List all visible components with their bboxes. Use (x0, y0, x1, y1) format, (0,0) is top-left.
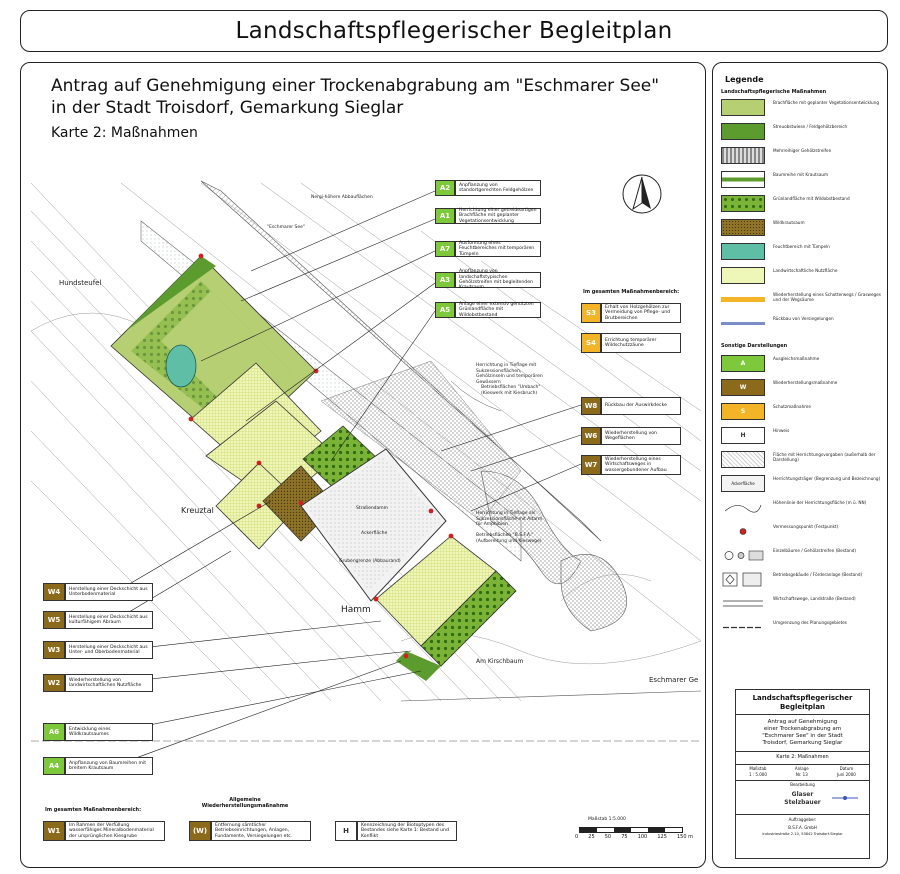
legend-item (721, 355, 886, 372)
measure-text: Entwicklung eines Wildkrautsaumes (65, 723, 153, 741)
measure-code: A5 (435, 302, 455, 318)
measure-code: A6 (43, 723, 65, 741)
map-frame (20, 62, 706, 868)
measure-code: W4 (43, 583, 65, 601)
scale-tick: 150 m (676, 834, 693, 840)
tb-bearbeiter: Bearbeitung (790, 782, 815, 787)
label-ackerflaeche: Ackerfläche (361, 531, 388, 536)
feldgehoelz-swatch (721, 123, 765, 140)
legend-item (721, 99, 886, 116)
legend-item-text: Umgrenzung des Planungsgebietes (773, 620, 847, 625)
legend-panel (712, 62, 888, 868)
tb-desc1: Antrag auf Genehmigung (767, 719, 838, 725)
legend-item-text: Landwirtschaftliche Nutzfläche (773, 268, 838, 273)
measure-text: Wiederherstellung von Wegeflächen (601, 427, 681, 445)
hoehenlinie-swatch (721, 499, 765, 516)
baumreihe-swatch (721, 171, 765, 188)
scale-ticks (575, 834, 693, 840)
scale-tick: 25 (588, 834, 595, 840)
legend-item (721, 219, 886, 236)
map-title-line2: in der Stadt Troisdorf, Gemarkung Sieglar (51, 98, 404, 118)
legend-section2: Sonstige Darstellungen (721, 343, 788, 349)
measure-text: Herstellung einer Deckschicht aus Unterbodenmaterial (65, 583, 153, 601)
map-title-line1: Antrag auf Genehmigung einer Trockenabgrabung am "Eschmarer See" (51, 76, 660, 96)
place-am-kirschbaum: Am Kirschbaum (476, 658, 524, 665)
betrieb-swatch (721, 571, 765, 588)
measure-code: W1 (43, 821, 65, 841)
legend-item (721, 123, 886, 140)
tb-auftrag: Auftraggeber: (788, 817, 817, 822)
banner (20, 10, 888, 52)
rueckbau-swatch (721, 315, 765, 332)
banner-title: Landschaftspflegerischer Begleitplan (235, 18, 673, 44)
label-strassendamm: Straßendamm (356, 506, 389, 511)
place-hundsteufel: Hundsteufel (59, 279, 102, 287)
schutz-swatch: S (721, 403, 765, 420)
legend-item (721, 475, 886, 492)
legend-title: Legende (725, 75, 764, 84)
measure-code: A3 (435, 272, 455, 288)
legend-item-text: Fläche mit Herrichtungsvorgaben (außerhalb der Darstellung) (773, 452, 876, 463)
note-betrieb-1: Betriebsflächen "Umbach" (Kieswerk mit Kiesbruch) (481, 385, 541, 396)
legend-item-text: Streuobstwiese / Feldgehölzbereich (773, 124, 848, 129)
measure-code: W8 (581, 397, 601, 415)
legend-item (721, 499, 886, 516)
measure-code: A2 (435, 180, 455, 196)
legend-item (721, 619, 886, 636)
legend-item-text: Hinweis (773, 428, 790, 433)
map-subtitle: Karte 2: Maßnahmen (51, 125, 198, 141)
legend-item (721, 403, 886, 420)
measure-text: Ausformung eines Feuchtbereiches mit temporären Tümpeln (455, 241, 541, 257)
note-tieflage-1: Herrichtung in Tieflage mit Sukzessionsflächen, Gehölzinseln und temporären Gewässern (476, 363, 543, 385)
legend-item (721, 267, 886, 284)
measure-text: Im Rahmen der Verfüllung wasserfähiges Mineralbodenmaterial der ursprünglichen Kiesgrube (65, 821, 165, 841)
measure-code: A7 (435, 241, 455, 257)
measure-text: Anpflanzung von standortgerechten Feldgehölzen (455, 180, 541, 196)
tb-desc2: einer Trockenabgrabung am (763, 726, 842, 732)
bottom-header-mid: Allgemeine Wiederherstellungsmaßnahme (201, 797, 289, 809)
measure-code: W7 (581, 455, 601, 475)
tb-val3: Juni 2000 (836, 772, 856, 777)
legend-item-text: Wirtschaftswege, Landstraße (Bestand) (773, 596, 856, 601)
legend-item-text: Grünlandfläche mit Wildobstbestand (773, 196, 850, 201)
legend-item (721, 195, 886, 212)
legend-item-text: Feuchtbereich mit Tümpeln (773, 244, 830, 249)
measure-text: Entfernung sämtlicher Betriebseinrichtungen, Anlagen, Fundamente, Versiegelungen etc. (211, 821, 311, 841)
note-betrieb-2: Betriebsflächen "B.S.F.A." (Aufbereitung und Kieswege) (476, 533, 542, 544)
tb-col3: Datum (839, 766, 854, 771)
tb-title2: Begleitplan (779, 703, 826, 711)
legend-item (721, 451, 886, 468)
measure-text: Erhalt von Holzgehölzen zur Vermeidung von Pflege- und Brutbereichen (601, 303, 681, 323)
bottom-header-left: Im gesamten Maßnahmenbereich: (45, 807, 142, 813)
measure-code: (W) (189, 821, 211, 841)
measure-text: Anlage einer extensiv genutzten Grünlandfläche mit Wildobstbestand (455, 302, 541, 318)
legend-item (721, 427, 886, 444)
legend-item (721, 315, 886, 332)
legend-item (721, 571, 886, 588)
legend-item-text: Schutzmaßnahme (773, 404, 811, 409)
tb-karte: Karte 2: Maßnahmen (776, 754, 829, 760)
legend-item-text: Wiederherstellungsmaßnahme (773, 380, 838, 385)
feuchtbereich-swatch (721, 243, 765, 260)
brachflaeche-swatch (721, 99, 765, 116)
measure-text: Wiederherstellung von landwirtschaftlichen Nutzfläche (65, 674, 153, 692)
legend-item (721, 523, 886, 540)
legend-item-text: Wiederherstellung eines Schotterwegs / Grasweges und der Wegsäume (773, 292, 881, 303)
tb-title1: Landschaftspflegerischer (752, 694, 853, 702)
weg-swatch (721, 595, 765, 612)
tb-desc3: "Eschmarer See" in der Stadt (762, 733, 843, 739)
gehoelzstreifen-swatch (721, 147, 765, 164)
measure-code: A4 (43, 757, 65, 775)
label-abbau: Nergi-höhere Abbauflächen (311, 195, 373, 200)
grenze-swatch (721, 619, 765, 636)
scale-tick: 0 (575, 834, 579, 840)
legend-item-text: Ausgleichsmaßnahme (773, 356, 820, 361)
tb-col1: Maßstab (749, 766, 767, 771)
title-block (735, 689, 870, 859)
place-hamm: Hamm (341, 605, 371, 615)
legend-item-text: Rückbau von Versiegelungen (773, 316, 834, 321)
ausgleich-swatch: A (721, 355, 765, 372)
measure-code: W2 (43, 674, 65, 692)
measure-text: Kennzeichnung der Biotoptypen des Bestandes siehe Karte 1: Bestand und Konflikt (357, 821, 457, 841)
measure-text: Wiederherstellung eines Wirtschaftsweges in wassergebundener Aufbau (601, 455, 681, 475)
wirtschaftsweg-swatch (721, 291, 765, 308)
north-arrow-icon (621, 173, 663, 215)
legend-item (721, 171, 886, 188)
legend-item (721, 547, 886, 564)
legend-item-text: Höhenlinie der Herrichtungsfläche (m ü. NN) (773, 500, 867, 505)
legend-item (721, 291, 886, 308)
tb-col2: Anlage (794, 766, 809, 771)
legend-item-text: Vermessungspunkt (Festpunkt) (773, 524, 839, 529)
legend-item-text: Einzelbäume / Gehölzstreifen (Bestand) (773, 548, 857, 553)
legend-item-text: Wildkrautsaum (773, 220, 805, 225)
legend-item-text: Betriebsgebäude / Förderanlage (Bestand) (773, 572, 863, 577)
tb-firm2: Stelzbauer (784, 799, 821, 806)
measure-text: Rückbau der Auswirkdecke (601, 397, 681, 415)
label-grubengrenze: Grubengrenze (Abbaurand) (339, 559, 401, 564)
measure-text: Errichtung temporärer Wildschutzzäune (601, 333, 681, 353)
tb-val2: Nr. 13 (795, 772, 808, 777)
legend-item-text: Brachfläche mit geplanter Vegetationsentwicklung (773, 100, 880, 105)
general-header: Im gesamten Maßnahmenbereich: (583, 289, 680, 295)
note-tieflage-2: Herrichtung in Tieflage als Sukzessionsfläche mit Altarm für Amphibien (476, 511, 543, 527)
tb-desc4: Troisdorf, Gemarkung Sieglar (762, 740, 843, 746)
legend-item (721, 379, 886, 396)
firm-logo-icon (830, 790, 860, 808)
legend-item (721, 147, 886, 164)
measure-code: A1 (435, 208, 455, 224)
measure-text: Herstellung einer Deckschicht aus Unter- und Oberbodenmaterial (65, 641, 153, 659)
measure-code: S4 (581, 333, 601, 353)
legend-section1: Landschaftspflegerische Maßnahmen (721, 89, 827, 95)
legend-item (721, 595, 886, 612)
scale-bar (579, 827, 683, 833)
legend-item-text: Mehrreihiger Gehölzstreifen (773, 148, 832, 153)
measure-text: Anpflanzung von landschaftstypischen Gehölzstreifen mit begleitenden Krautsaum (455, 272, 541, 288)
scale-tick: 50 (604, 834, 612, 840)
measure-code: W6 (581, 427, 601, 445)
scale-tick: 75 (621, 834, 628, 840)
herrichtung-swatch (721, 451, 765, 468)
measure-code: W5 (43, 611, 65, 629)
measure-code: H (335, 821, 357, 841)
legend-item (721, 243, 886, 260)
gruenland-swatch (721, 195, 765, 212)
nutzflaeche-swatch (721, 267, 765, 284)
tb-firm1: Glaser (791, 791, 814, 798)
vermessung-swatch (721, 523, 765, 540)
place-kreuztal: Kreuztal (181, 506, 214, 515)
measure-text: Anpflanzung von Baumreihen mit breitem Krautsaum (65, 757, 153, 775)
legend-item-text: Baumreihe mit Krautsaum (773, 172, 829, 177)
place-eschmarer: Eschmarer Ge (649, 676, 699, 684)
scale-tick: 100 (637, 834, 648, 840)
scale-tick: 125 (657, 834, 667, 840)
measure-code: W3 (43, 641, 65, 659)
feuchtbereich-pond (166, 345, 196, 387)
hinweis-swatch: H (721, 427, 765, 444)
measure-text: Herrichtung einer getreideartigen Brachfläche mit geplanter Vegetationsentwicklung (455, 208, 541, 224)
ackerflaeche-swatch: Ackerfläche (721, 475, 765, 492)
scale-label: Maßstab 1:5.000 (588, 817, 626, 822)
einzelbaum-swatch (721, 547, 765, 564)
tb-client2: Industriestraße 2-10, 53842 Troisdorf-Sieglar (762, 832, 843, 836)
measure-text: Herstellung einer Deckschicht aus kulturfähigem Abraum (65, 611, 153, 629)
legend-item-text: Herrichtungsträger (Begrenzung und Bezeichnung) (773, 476, 881, 481)
wildkraut-swatch (721, 219, 765, 236)
measure-code: S3 (581, 303, 601, 323)
tb-client1: B.S.F.A. GmbH (788, 825, 817, 830)
label-see: "Eschmarer See" (267, 225, 305, 230)
tb-val1: 1 : 5.000 (748, 772, 767, 777)
wiederherstellung-swatch: W (721, 379, 765, 396)
